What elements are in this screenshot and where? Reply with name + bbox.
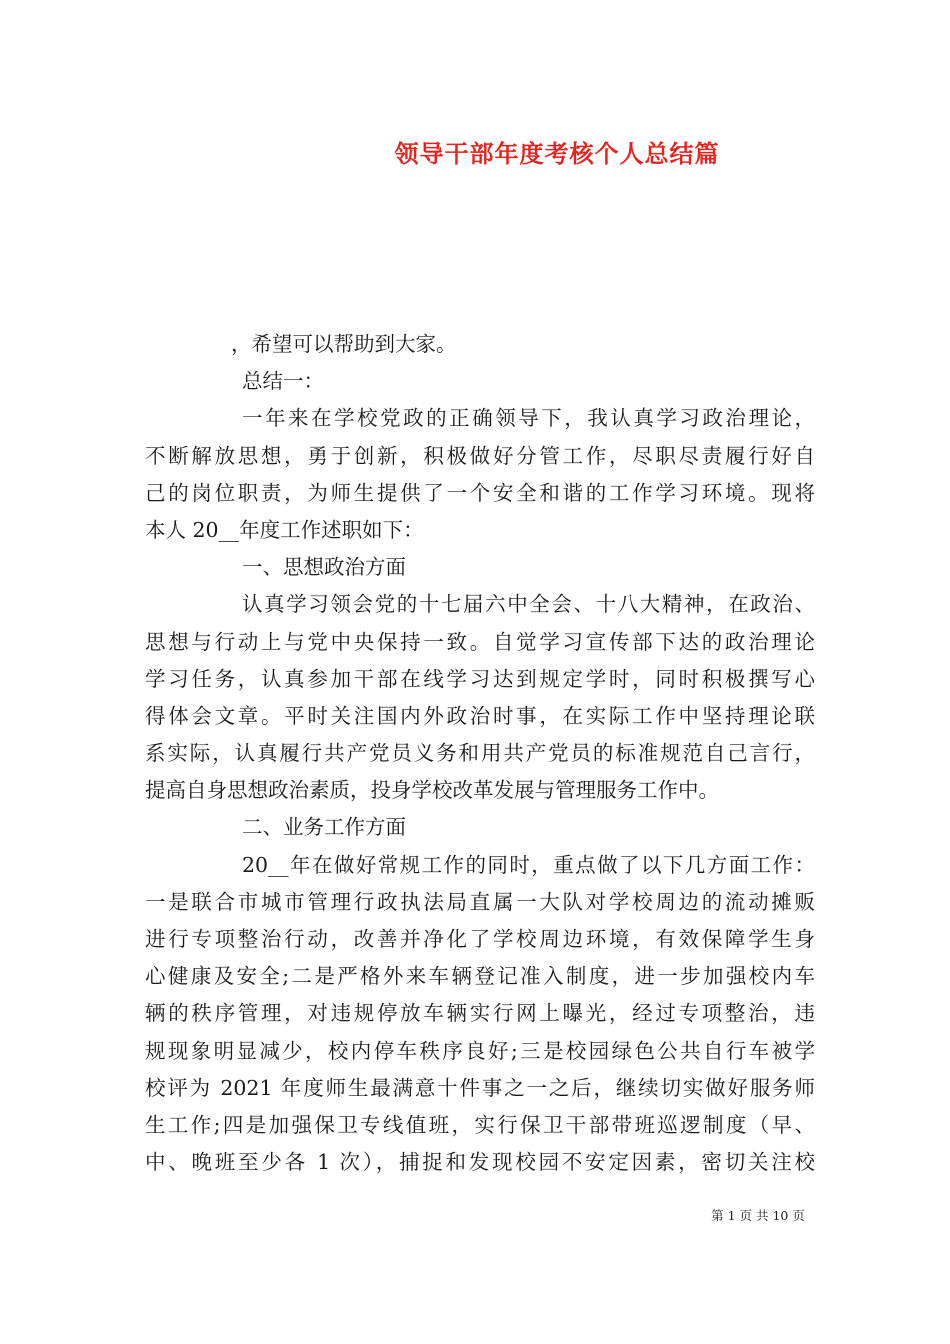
body-line: 辆的秩序管理，对违规停放车辆实行网上曝光，经过专项整治，违: [145, 1001, 815, 1026]
body-line: 本人 20__年度工作述职如下：: [145, 517, 424, 542]
body-line: 己的岗位职责，为师生提供了一个安全和谐的工作学习环境。现将: [145, 480, 815, 505]
body-line: 心健康及安全;二是严格外来车辆登记准入制度，进一步加强校内车: [145, 964, 815, 989]
body-line: 一年来在学校党政的正确领导下，我认真学习政治理论，: [242, 406, 815, 431]
section-heading: 二、业务工作方面: [242, 815, 406, 840]
page-number-footer: 第 1 页 共 10 页: [711, 1208, 805, 1223]
body-line: 校评为 2021 年度师生最满意十件事之一之后，继续切实做好服务师: [145, 1075, 815, 1100]
body-line: 不断解放思想，勇于创新，积极做好分管工作，尽职尽责履行好自: [145, 443, 815, 468]
body-line: ，希望可以帮助到大家。: [231, 332, 457, 356]
document-body: [145, 326, 815, 1181]
body-line: 得体会文章。平时关注国内外政治时事，在实际工作中坚持理论联: [145, 703, 815, 728]
body-line: 系实际，认真履行共产党员义务和用共产党员的标准规范自己言行，: [145, 741, 815, 766]
section-heading: 一、思想政治方面: [242, 555, 406, 580]
body-line: 学习任务，认真参加干部在线学习达到规定学时，同时积极撰写心: [145, 666, 815, 691]
body-line: 提高自身思想政治素质，投身学校改革发展与管理服务工作中。: [145, 778, 719, 803]
body-line: 中、晚班至少各 1 次），捕捉和发现校园不安定因素，密切关注校: [145, 1150, 815, 1175]
body-line: 一是联合市城市管理行政执法局直属一大队对学校周边的流动摊贩: [145, 889, 815, 914]
body-line: 总结一：: [242, 369, 324, 394]
body-line: 思想与行动上与党中央保持一致。自觉学习宣传部下达的政治理论: [145, 629, 815, 654]
body-line: 进行专项整治行动，改善并净化了学校周边环境，有效保障学生身: [145, 927, 815, 951]
body-line: 认真学习领会党的十七届六中全会、十八大精神，在政治、: [242, 592, 815, 617]
body-line: 规现象明显减少，校内停车秩序良好;三是校园绿色公共自行车被学: [145, 1038, 815, 1063]
body-line: 20__年在做好常规工作的同时，重点做了以下几方面工作：: [242, 852, 815, 877]
body-line: 生工作;四是加强保卫专线值班，实行保卫干部带班巡逻制度（早、: [145, 1112, 815, 1137]
document-title: 领导干部年度考核个人总结篇: [394, 139, 720, 168]
